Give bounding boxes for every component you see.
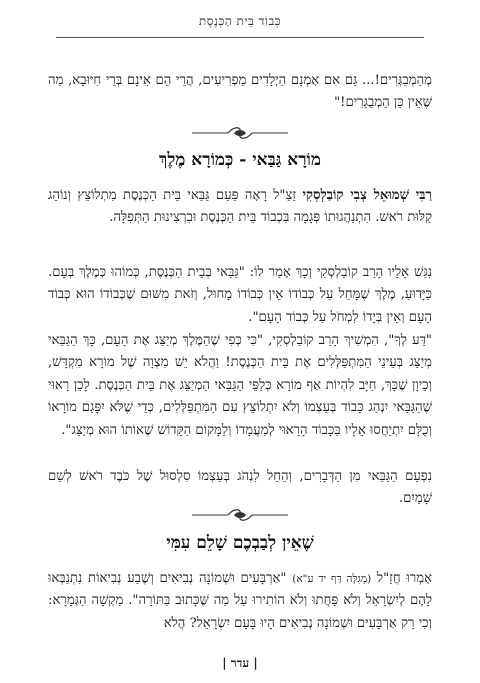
header-rule [56, 37, 424, 38]
section2-paragraph-1 [48, 568, 432, 635]
section2-paragraph-1-text: "אַרְבָּעִים וּשְׁמוֹנָה נְבִיאִים וְשֶׁבַע נְבִיאוֹת נִתְנַבְּאוּ לָהֶם לְיִשְׂרָאֵל וְלֹא פָּחֲתוּ וְלֹא הוֹתִירוּ עַל מַה שֶּׁכָּתוּב בַּתּוֹרָה". מַקְשָׁה הַגְּמָרָא: וְכִי רַק אַרְבָּעִים וּשְׁמוֹנָה נְבִיאִים הָיוּ בָּעָם יִשְׂרָאֵל? הֲלֹא [48, 571, 432, 631]
section1-paragraph-3: "דַּע לְךָ", הִמְשִׁיךְ הָרַב קוֹבַלְסְקִי, "כִּי כְּפִי שֶׁהַמֶּלֶךְ מְיַצֵּג אֶת הָעָם, כָּךְ הַגַּבַּאי מְיַצֵּג בְּעֵינֵי הַמִּתְפַּלְּלִים אֶת בֵּית הַכְּנֶסֶת! וַהֲלֹא יֵשׁ מִצְוָה שֶׁל מוֹרָא מִקְדָּשׁ, וְכֵיוָן שֶׁכָּךְ, חַיָּב לִהְיוֹת אַף מוֹרָא כְּלַפֵּי הַגַּבַּאי הַמְיַצֵּג אֶת בֵּית הַכְּנֶסֶת. לָכֵן רָאוּי שֶׁהַגַּבַּאי יִנְהַג כָּבוֹד בְּעַצְמוֹ וְלֹא יִתְלוֹצֵץ עִם הַמִּתְפַּלְּלִים, כְּדֵי שֶׁלֹּא יִפָּגַם מוֹרָאוֹ וְכֻלָּם יִתְיַחֲסוּ אֵלָיו בַּכָּבוֹד הָרָאוּי לְמַעֲמָדוֹ וְלַמָּקוֹם הַקָּדוֹשׁ שֶׁאוֹתוֹ הוּא מְיַצֵּג". [48, 333, 432, 438]
ornament-divider-1 [190, 125, 290, 141]
section2-paragraph-1-intro: אָמְרוּ חֲזַ"ל [371, 571, 432, 586]
ornament-divider-2 [190, 507, 290, 523]
page-number: | עדר | [222, 656, 258, 670]
section1-paragraph-1 [48, 185, 432, 230]
running-header: כְּבוֹד בֵּית הַכְּנֶסֶת [198, 14, 282, 28]
section1-paragraph-2: נִגַּשׁ אֵלָיו הָרַב קוֹבַלְסְקִי וְכָךְ אָמַר לוֹ: "גַּבַּאי בְּבֵית הַכְּנֶסֶת, כְּמוֹהוּ כְּמֶלֶךְ בְּעָם. כַּיָּדוּעַ, מֶלֶךְ שֶׁמָּחַל עַל כְּבוֹדוֹ אֵין כְּבוֹדוֹ מָחוּל, וְזֹאת מִשּׁוּם שֶׁכְּבוֹדוֹ הוּא כְּבוֹד הָעָם וְאֵין בְּיָדוֹ לִמְחֹל עַל כְּבוֹד הָעָם". [48, 265, 432, 325]
section1-paragraph-4: נִפְעַם הַגַּבַּאי מִן הַדְּבָרִים, וְהֵחֵל לִנְהֹג בְּעַצְמוֹ סִלְסוּל שֶׁל כֹּבֶד רֹאשׁ לְשֵׁם שָׁמַיִם. [48, 469, 432, 507]
rabbi-name: רַבִּי שְׁמוּאֵל צְבִי קוֹבַלְסְקִי [302, 188, 432, 203]
intro-paragraph: מְהַמְבַגְּרִים!... גַּם אִם אָמְנָם הַיְלָדִים מַפְרִיעִים, הֲרֵי הֵם אֵינָם בְּרֵי חִיּוּבָא, מַה שֶּׁאֵין כֵּן הַמְבֻגָּרִים!" [48, 73, 432, 111]
talmud-reference: (מְגִלָּה דַּף יד ע"א) [292, 573, 372, 585]
section-title-1: מוֹרָא גַּבַּאי - כְּמוֹרָא מֶלֶךְ [159, 150, 321, 170]
section1-paragraph-1-text: זַצַ"ל רָאָה פַּעַם גַּבַּאי בֵּית הַכְּנֶסֶת מִתְלוֹצֵץ וְנוֹהֵג קַלּוּת רֹאשׁ. הִתְנַהֲגוּתוֹ פְּגָמָה בִּכְבוֹד בֵּית הַכְּנֶסֶת וּבִרְצִינוּת הַתְּפִלָּה. [48, 188, 432, 226]
section-title-2: שֶׁאֵין לְבַבְכֶם שָׁלֵם עִמִּי [166, 533, 314, 553]
